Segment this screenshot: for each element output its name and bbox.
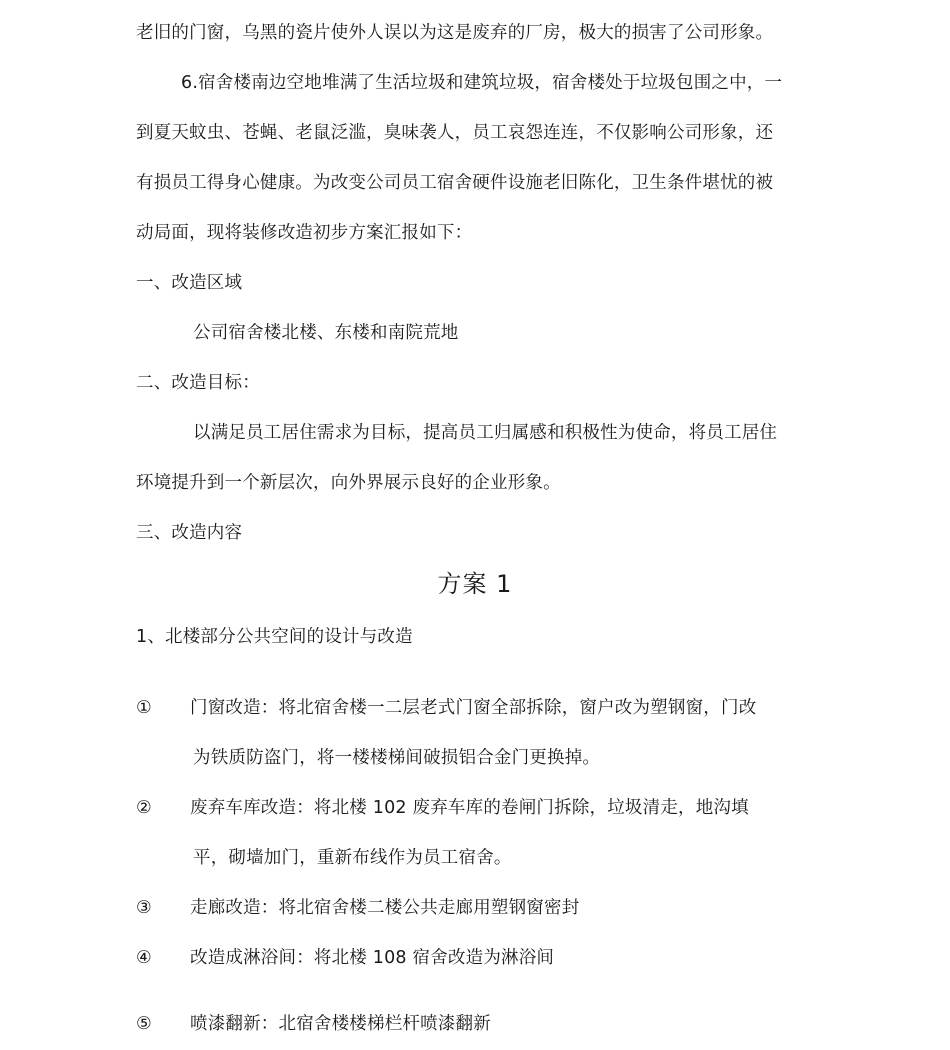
section-body-goal: 以满足员工居住需求为目标，提高员工归属感和积极性为使命，将员工居住 [193, 423, 778, 443]
section-body-area: 公司宿舍楼北楼、东楼和南院荒地 [193, 323, 459, 343]
list-item-continuation: 平，砌墙加门，重新布线作为员工宿舍。 [193, 848, 512, 868]
plan-subheading: 1、北楼部分公共空间的设计与改造 [136, 627, 413, 647]
list-item [136, 946, 554, 970]
item-number: ② [136, 798, 152, 818]
item-text: 喷漆翻新：北宿舍楼楼梯栏杆喷漆翻新 [190, 1014, 491, 1034]
paragraph-line: 到夏天蚊虫、苍蝇、老鼠泛滥，臭味袭人，员工哀怨连连，不仅影响公司形象，还 [136, 123, 774, 143]
list-item [136, 1012, 491, 1036]
paragraph-line: 动局面，现将装修改造初步方案汇报如下： [136, 223, 473, 243]
section-title-goal: 二、改造目标： [136, 373, 260, 393]
list-item [136, 696, 756, 720]
item-text: 改造成淋浴间：将北楼 108 宿舍改造为淋浴间 [190, 948, 555, 968]
paragraph-line: 老旧的门窗，乌黑的瓷片使外人误以为这是废弃的厂房，极大的损害了公司形象。 [136, 23, 774, 43]
item-text: 走廊改造：将北宿舍楼二楼公共走廊用塑钢窗密封 [190, 898, 580, 918]
item-number: ③ [136, 898, 152, 918]
item-number: ④ [136, 948, 152, 968]
section-title-content: 三、改造内容 [136, 523, 243, 543]
item-text: 废弃车库改造：将北楼 102 废弃车库的卷闸门拆除，垃圾清走，地沟填 [190, 798, 749, 818]
item-text: 门窗改造：将北宿舍楼一二层老式门窗全部拆除，窗户改为塑钢窗，门改 [190, 698, 757, 718]
list-item [136, 896, 579, 920]
section-title-area: 一、改造区域 [136, 273, 243, 293]
list-item [136, 796, 749, 820]
paragraph-line: 6.宿舍楼南边空地堆满了生活垃圾和建筑垃圾，宿舍楼处于垃圾包围之中，一 [181, 73, 783, 93]
section-body-goal: 环境提升到一个新层次，向外界展示良好的企业形象。 [136, 473, 561, 493]
item-number: ① [136, 698, 152, 718]
paragraph-line: 有损员工得身心健康。为改变公司员工宿舍硬件设施老旧陈化，卫生条件堪忧的被 [136, 173, 774, 193]
item-number: ⑤ [136, 1014, 152, 1034]
plan-heading: 方案 1 [437, 570, 513, 598]
list-item-continuation: 为铁质防盗门，将一楼楼梯间破损铝合金门更换掉。 [193, 748, 601, 768]
